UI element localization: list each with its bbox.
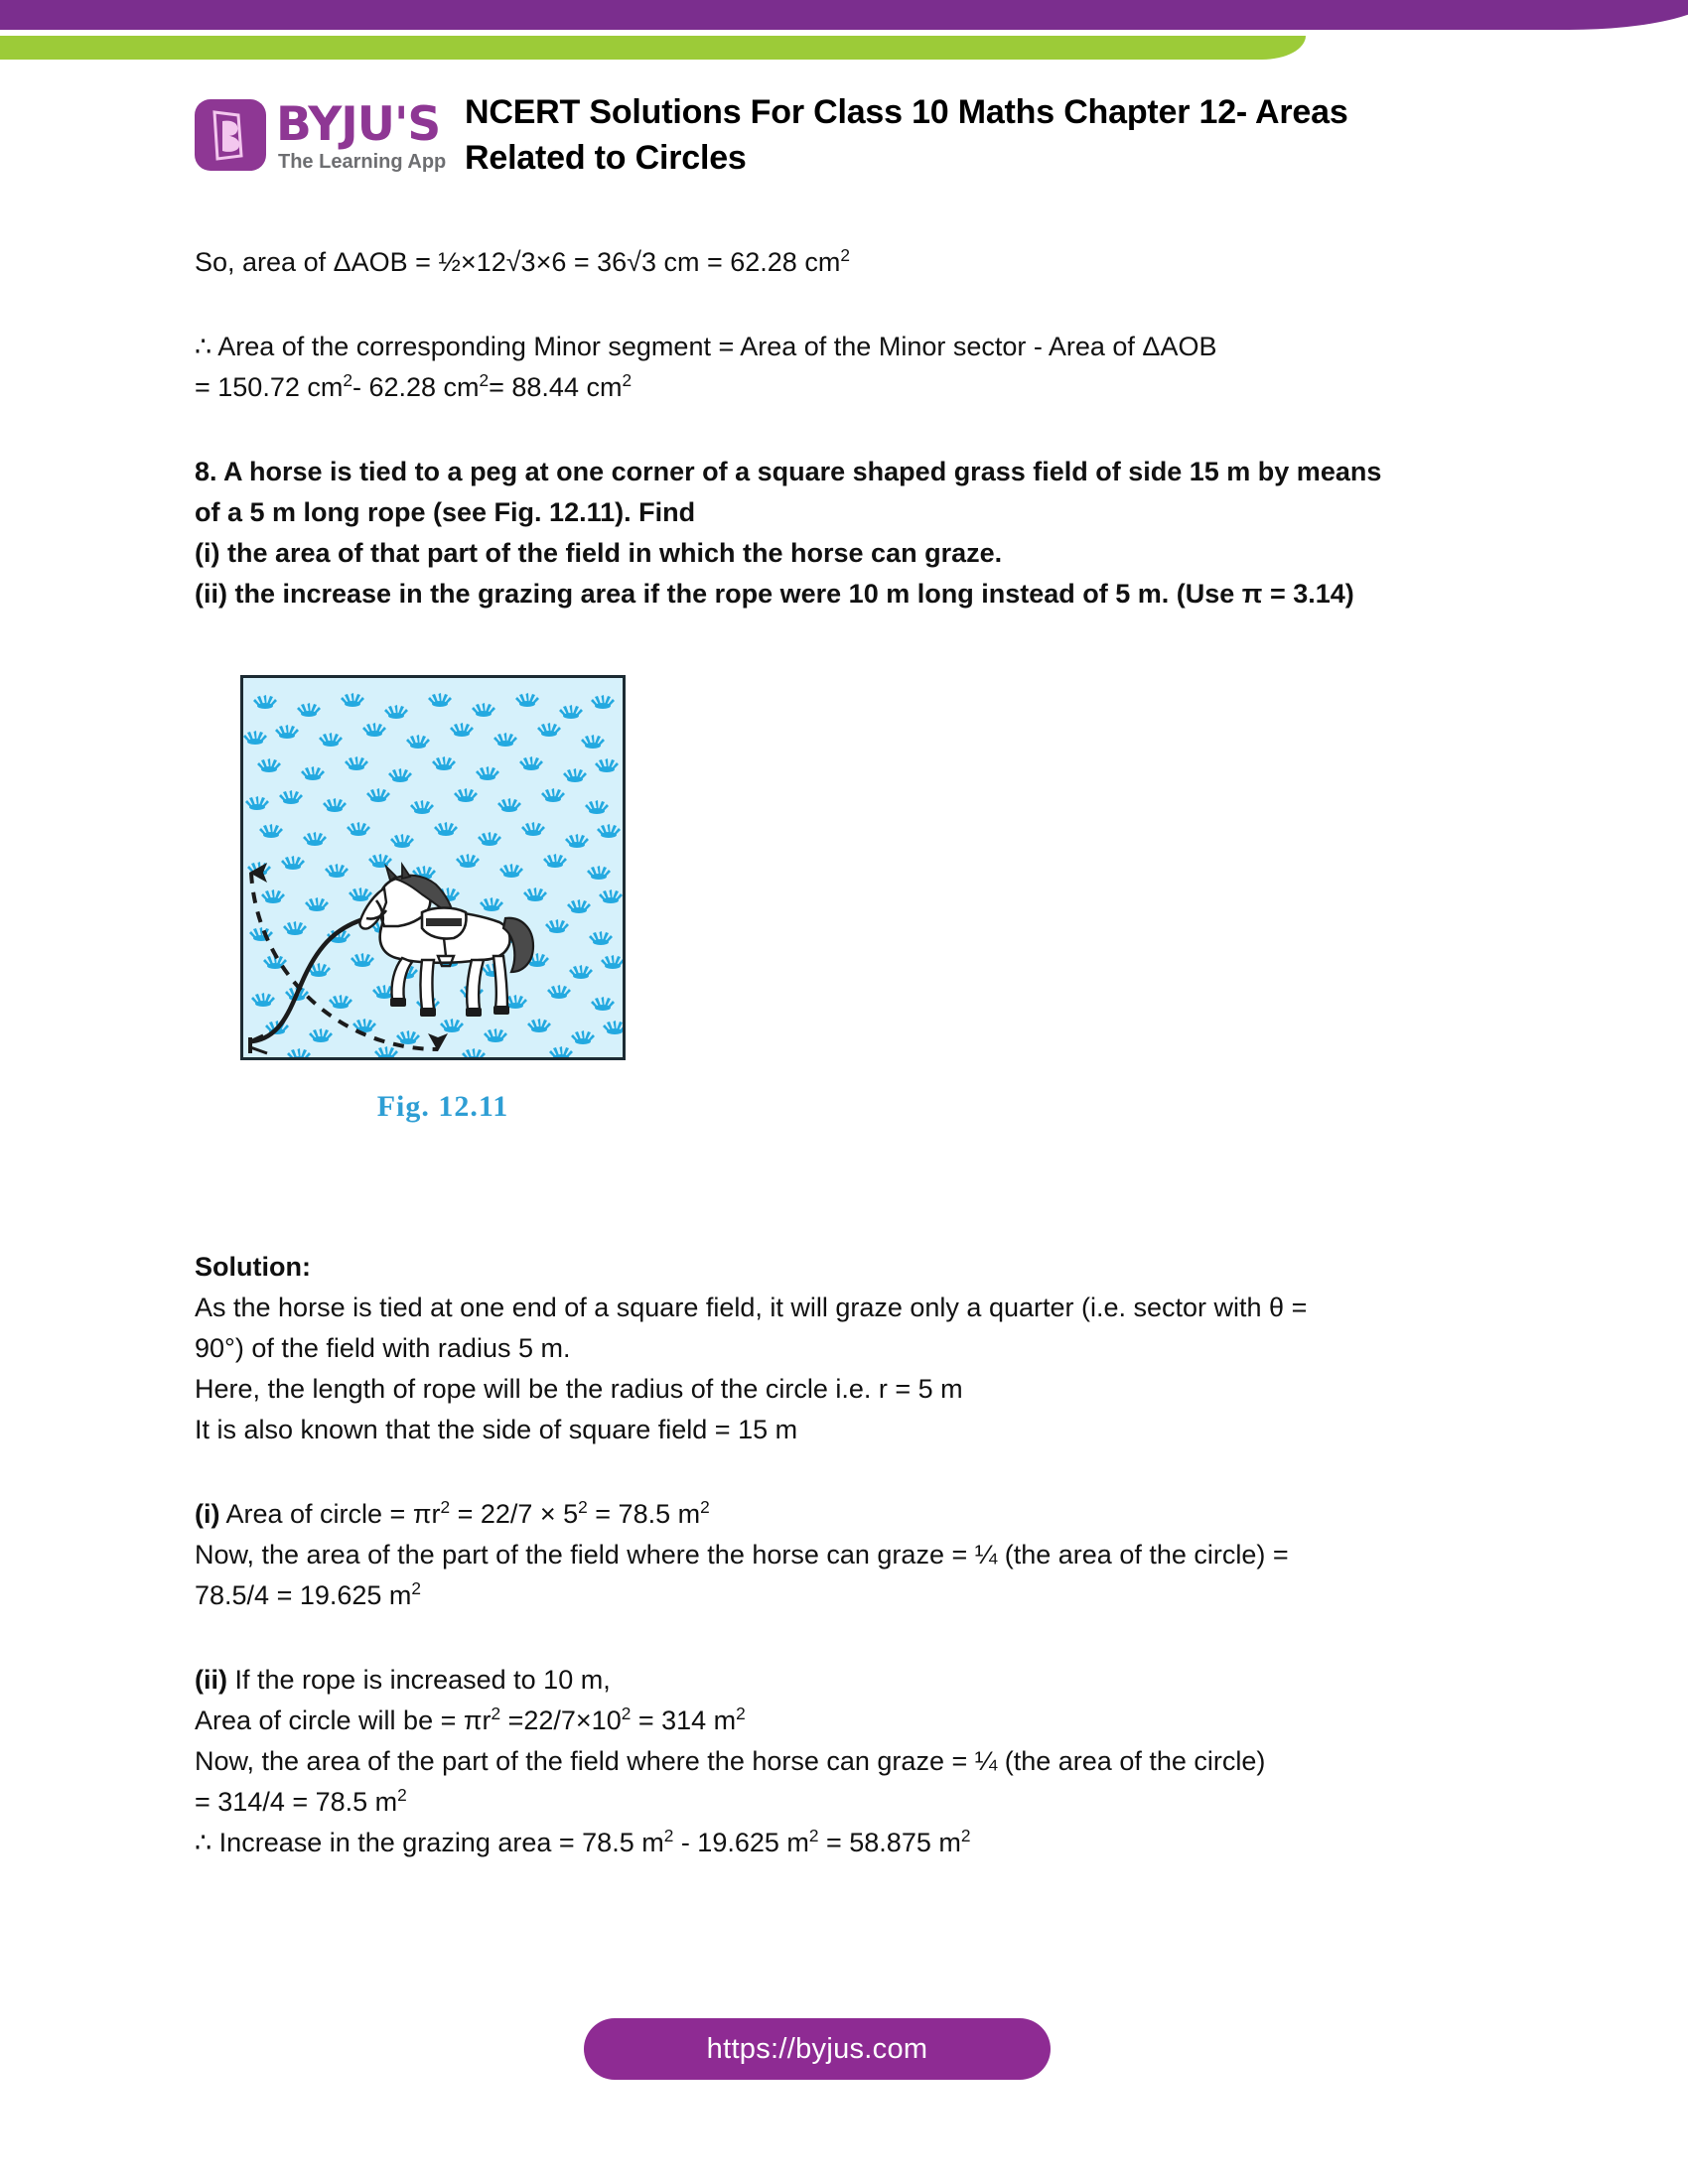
solution-line-3: Here, the length of rope will be the radius of the circle i.e. r = 5 m (195, 1374, 963, 1404)
part-ii-line-4 (195, 1782, 1495, 1823)
part-i-line-1-b: = 22/7 × 5 (450, 1499, 579, 1529)
spacer (195, 408, 1495, 452)
figure-caption: Fig. 12.11 (376, 1090, 509, 1123)
question-line-2: of a 5 m long rope (see Fig. 12.11). Find (195, 497, 696, 527)
spacer (195, 283, 1495, 327)
part-i-label: (i) (195, 1499, 220, 1529)
question-line-1: 8. A horse is tied to a peg at one corner of a square shaped grass field of side 15 m by means (195, 457, 1382, 486)
part-ii-line-5-a: ∴ Increase in the grazing area = 78.5 m (195, 1828, 664, 1857)
sup: 2 (663, 1826, 674, 1845)
solution-line-2: 90°) of the field with radius 5 m. (195, 1333, 571, 1363)
page-header (0, 87, 1688, 206)
prev-solution-line-1-text: So, area of ΔAOB = ½×12√3×6 = 36√3 cm = 62.28 cm (195, 247, 841, 277)
part-ii-line-5-b: - 19.625 m (673, 1828, 809, 1857)
part-ii-line-2-b: =22/7×10 (500, 1706, 622, 1735)
part-ii-line-4-a: = 314/4 = 78.5 m (195, 1787, 398, 1817)
question-part-i: (i) the area of that part of the field in which the horse can graze. (195, 538, 1003, 568)
question-part-ii: (ii) the increase in the grazing area if the rope were 10 m long instead of 5 m. (Use π = 3.14) (195, 579, 1354, 609)
purple-band (0, 0, 1688, 30)
part-ii-line-5 (195, 1823, 1495, 1863)
part-i-line-1 (195, 1494, 1495, 1535)
part-ii-line-2-a: Area of circle will be = πr (195, 1706, 492, 1735)
byjus-url-button[interactable] (584, 2018, 1051, 2080)
prev-solution-line-2: ∴ Area of the corresponding Minor segment = Area of the Minor sector - Area of ΔAOB (195, 332, 1217, 361)
sup: 2 (622, 370, 633, 390)
part-i-line-2: Now, the area of the part of the field where the horse can graze = ¼ (the area of the circle) = (195, 1540, 1289, 1570)
page-title-line-1: NCERT Solutions For Class 10 Maths Chapter 12- Areas (465, 93, 1348, 131)
header-decoration (0, 0, 1688, 69)
sup: 2 (479, 370, 490, 390)
byjus-b-logo-icon (195, 99, 266, 171)
byjus-tagline: The Learning App (278, 151, 447, 173)
sup: 2 (578, 1497, 588, 1517)
figure-12-11 (195, 675, 711, 1123)
sup: 2 (736, 1704, 746, 1723)
document-body (195, 242, 1495, 614)
sup: 2 (840, 245, 850, 265)
part-i-line-1-c: = 78.5 m (587, 1499, 701, 1529)
field-svg (243, 678, 623, 1057)
spacer (195, 1616, 1495, 1660)
green-band (0, 36, 1306, 60)
sup: 2 (808, 1826, 819, 1845)
byjus-wordmark: BYJU'S (276, 99, 441, 152)
b-glyph-icon (209, 109, 250, 161)
sup: 2 (440, 1497, 451, 1517)
prev-solution-line-3-b: - 62.28 cm (352, 372, 480, 402)
byjus-logo[interactable] (195, 99, 463, 185)
solution-body (195, 1247, 1495, 1863)
prev-solution-line-3-a: = 150.72 cm (195, 372, 344, 402)
solution-line-4: It is also known that the side of square field = 15 m (195, 1415, 798, 1444)
byjus-url-label: https://byjus.com (706, 2032, 928, 2065)
square-grass-field-illustration (240, 675, 626, 1060)
prev-solution-line-1 (195, 242, 1495, 283)
solution-heading: Solution: (195, 1252, 311, 1282)
part-ii-line-2 (195, 1701, 1495, 1741)
part-i-line-3 (195, 1575, 1495, 1616)
part-i-line-1-a: Area of circle = πr (219, 1499, 441, 1529)
prev-solution-line-3 (195, 367, 1495, 408)
page-title (463, 87, 1557, 181)
part-ii-line-1-text: If the rope is increased to 10 m, (227, 1665, 611, 1695)
part-ii-line-2-c: = 314 m (631, 1706, 737, 1735)
sup: 2 (343, 370, 352, 390)
part-i-line-3-a: 78.5/4 = 19.625 m (195, 1580, 412, 1610)
spacer (195, 1450, 1495, 1494)
sup: 2 (621, 1704, 632, 1723)
solution-line-1: As the horse is tied at one end of a square field, it will graze only a quarter (i.e. sector with θ = (195, 1293, 1308, 1322)
sup: 2 (700, 1497, 710, 1517)
prev-solution-line-3-c: = 88.44 cm (489, 372, 623, 402)
part-ii-line-3: Now, the area of the part of the field where the horse can graze = ¼ (the area of the circle) (195, 1746, 1266, 1776)
part-ii-line-5-c: = 58.875 m (818, 1828, 961, 1857)
sup: 2 (960, 1826, 971, 1845)
page-title-line-2: Related to Circles (465, 139, 747, 177)
part-ii-line-1 (195, 1660, 1495, 1701)
sup: 2 (411, 1578, 422, 1598)
sup: 2 (491, 1704, 501, 1723)
part-ii-label: (ii) (195, 1665, 227, 1695)
sup: 2 (397, 1785, 407, 1805)
